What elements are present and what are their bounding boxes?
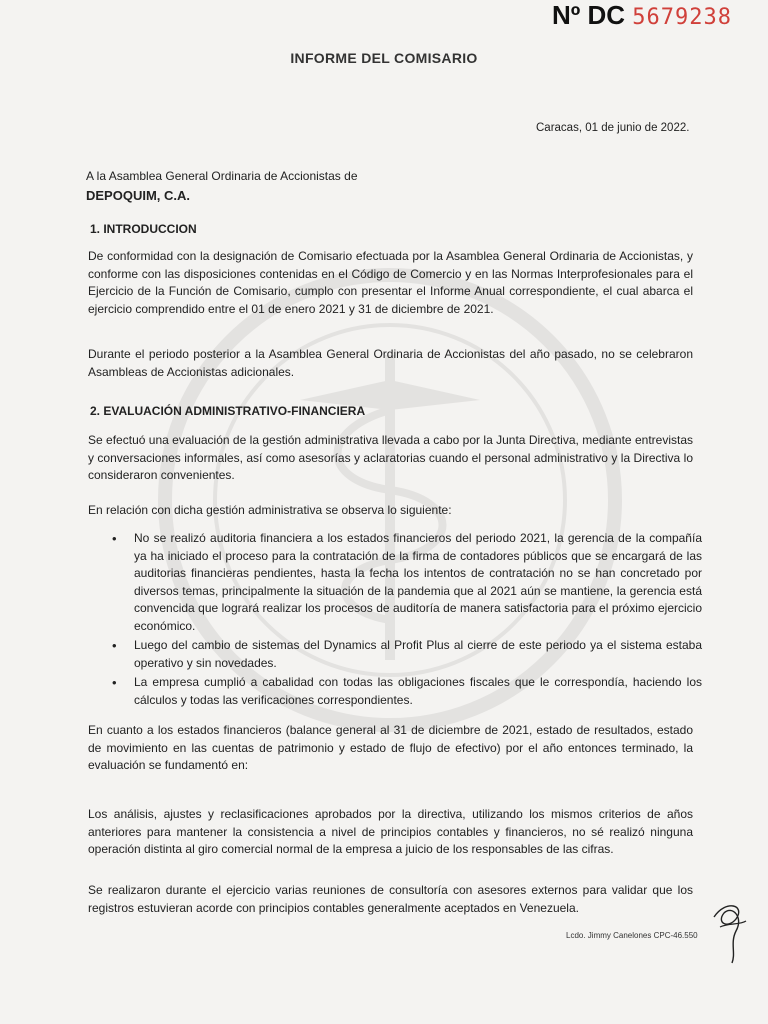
section-2-paragraph-4: Los análisis, ajustes y reclasificaciones aprobados por la directiva, utilizando los mismos criterios de años anteriores para mantener la consistencia a nivel de principios contables y financieros, no sé realizó ninguna operación distinta al giro comercial normal de la empresa a juicio de los responsables de las cifras. [88, 807, 693, 856]
section-1-heading: 1. INTRODUCCION [90, 222, 197, 236]
section-2-paragraph-2: En relación con dicha gestión administrativa se observa lo siguiente: [88, 503, 452, 517]
section-1-paragraph-2: Durante el periodo posterior a la Asamblea General Ordinaria de Accionistas del año pasado, no se celebraron Asambleas de Accionistas adicionales. [88, 347, 693, 379]
document-date: Caracas, 01 de junio de 2022. [536, 122, 690, 134]
addressee-block [86, 166, 358, 206]
list-item: • La empresa cumplió a cabalidad con todas las obligaciones fiscales que le correspondía, haciendo los cálculos y todas las verificaciones correspondientes. [112, 674, 702, 709]
serial-number: 5679238 [632, 5, 733, 30]
section-2-paragraph-1: Se efectuó una evaluación de la gestión administrativa llevada a cabo por la Junta Directiva, mediante entrevistas y conversaciones informales, así como asesorías y aclaratorias cuando el personal administrativo y la Directiva lo consideraron convenientes. [88, 433, 693, 482]
section-2-paragraph-3: En cuanto a los estados financieros (balance general al 31 de diciembre de 2021, estado de resultados, estado de movimiento en las cuentas de patrimonio y estado de flujo de efectivo) por el año entonces terminado, la evaluación se fundamentó en: [88, 723, 693, 772]
handwritten-signature [706, 897, 752, 967]
observations-list [112, 530, 702, 711]
section-1-paragraph-1: De conformidad con la designación de Comisario efectuada por la Asamblea General Ordinaria de Accionistas, y conforme con las disposiciones contenidas en el Código de Comercio y en las Normas Interprofesionales para el Ejercicio de la Función de Comisario, cumplo con presentar el Informe Anual correspondiente, el cual abarca el ejercicio comprendido entre el 01 de enero 2021 y 31 de diciembre de 2021. [88, 249, 693, 316]
company-name: DEPOQUIM, C.A. [86, 188, 191, 203]
list-item: • No se realizó auditoria financiera a los estados financieros del periodo 2021, la gerencia de la compañía ya ha iniciado el proceso para la contratación de la firma de contadores públicos que se encargará de las auditorias financieras pendientes, hasta la fecha los intentos de contratación no se han concretado por diversos temas, principalmente la situación de la pandemia que al 2021 aún se mantiene, la gerencia está convencida que logrará realizar los procesos de auditoría de manera satisfactoria para el próximo ejercicio económico. [112, 530, 702, 635]
document-title: INFORME DEL COMISARIO [290, 50, 478, 66]
addressee-line: A la Asamblea General Ordinaria de Accionistas de [86, 169, 358, 183]
section-2-paragraph-5: Se realizaron durante el ejercicio varias reuniones de consultoría con asesores externos para validar que los registros estuvieran acorde con principios contables generalmente aceptados en Venezuela. [88, 883, 693, 915]
list-item: • Luego del cambio de sistemas del Dynamics al Profit Plus al cierre de este periodo ya el sistema estaba operativo y sin novedades. [112, 637, 702, 672]
serial-prefix: Nº DC [552, 0, 626, 30]
signatory-name: Lcdo. Jimmy Canelones CPC-46.550 [566, 931, 698, 940]
document-serial [552, 0, 732, 33]
section-2-heading: 2. EVALUACIÓN ADMINISTRATIVO-FINANCIERA [90, 404, 366, 418]
